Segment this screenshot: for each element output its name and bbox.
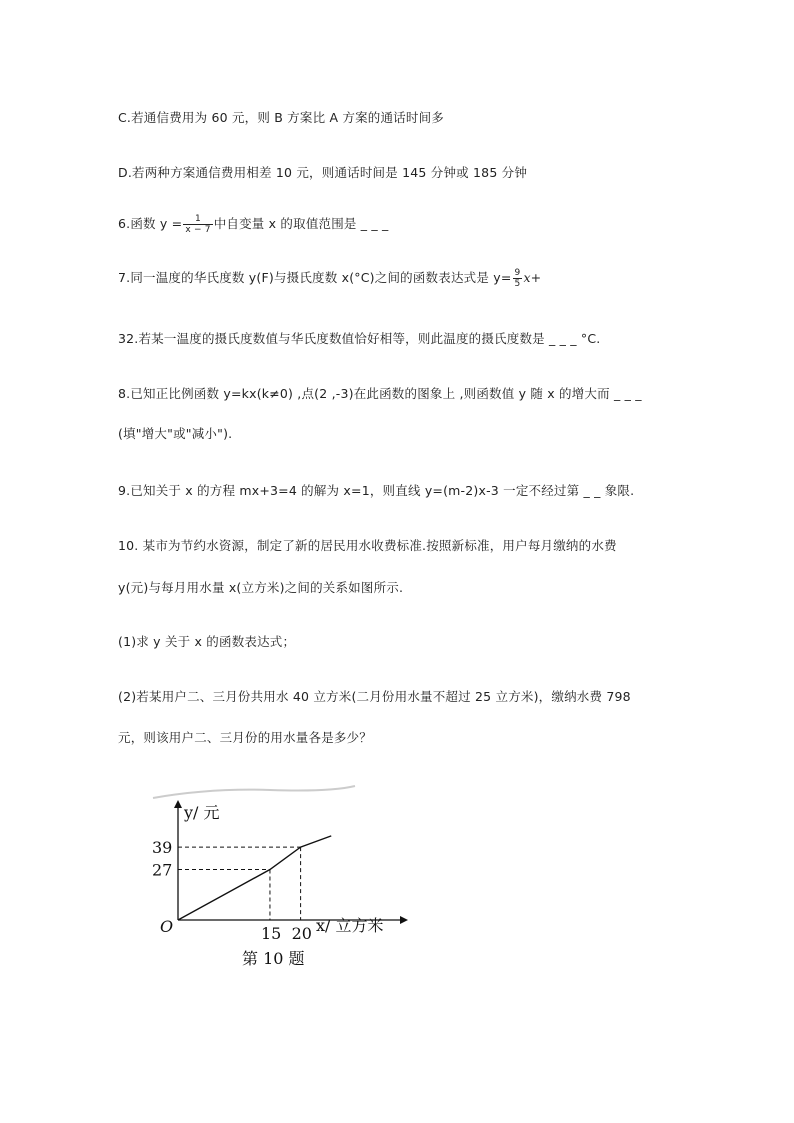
q7-fraction	[513, 268, 523, 289]
water-fee-chart	[150, 780, 420, 975]
guide-lines	[178, 847, 301, 920]
q6-fraction	[183, 214, 212, 235]
question-8-hint: (填"增大"或"减小").	[118, 426, 233, 441]
y-axis-label: y/ 元	[184, 803, 220, 822]
q6-denominator: x − 7	[185, 225, 211, 235]
origin-label: O	[160, 917, 174, 936]
y-tick-label: 27	[152, 860, 173, 880]
option-d: D.若两种方案通信费用相差 10 元，则通话时间是 145 分钟或 185 分钟	[118, 165, 528, 180]
q7-prefix: 7.同一温度的华氏度数 y(F)与摄氏度数 x(°C)之间的函数表达式是 y=	[118, 270, 512, 285]
question-10-part2-line2: 元，则该用户二、三月份的用水量各是多少？	[118, 730, 373, 745]
q6-numerator: 1	[183, 214, 212, 225]
question-10-part1: (1)求 y 关于 x 的函数表达式；	[118, 634, 296, 649]
question-7	[118, 268, 541, 289]
q7-numerator: 9	[514, 268, 521, 278]
chart-svg	[150, 780, 420, 975]
question-10-line2: y(元)与每月用水量 x(立方米)之间的关系如图所示.	[118, 580, 404, 595]
q7-suffix: x+	[523, 270, 542, 285]
x-axis-arrow	[400, 916, 408, 924]
y-axis-arrow	[174, 800, 182, 808]
question-9: 9.已知关于 x 的方程 mx+3=4 的解为 x=1，则直线 y=(m-2)x-3 一定不经过第 _ _ 象限.	[118, 483, 635, 498]
fee-line	[178, 836, 331, 920]
figure-caption: 第 10 题	[242, 949, 305, 968]
q6-prefix: 6.函数 y =	[118, 216, 183, 231]
option-c: C.若通信费用为 60 元，则 B 方案比 A 方案的通话时间多	[118, 110, 444, 125]
x-axis-label: x/ 立方米	[316, 916, 384, 935]
question-10-part2: (2)若某用户二、三月份共用水 40 立方米(二月份用水量不超过 25 立方米)，缴纳水费 798	[118, 689, 631, 704]
y-tick-label: 39	[152, 838, 173, 858]
question-6	[118, 214, 389, 235]
x-tick-label: 20	[291, 924, 312, 943]
q7-denominator: 5	[514, 279, 521, 289]
scan-shadow-edge	[153, 786, 355, 798]
q6-suffix: 中自变量 x 的取值范围是 _ _ _	[213, 216, 389, 231]
x-tick-label: 15	[260, 924, 282, 943]
question-10: 10. 某市为节约水资源，制定了新的居民用水收费标准.按照新标准，用户每月缴纳的水费	[118, 538, 617, 553]
question-8: 8.已知正比例函数 y=kx(k≠0) ,点(2 ,-3)在此函数的图象上 ,则函数值 y 随 x 的增大而 _ _ _	[118, 386, 642, 401]
question-7-continued: 32.若某一温度的摄氏度数值与华氏度数值恰好相等，则此温度的摄氏度数是 _ _ _ °C.	[118, 331, 601, 346]
